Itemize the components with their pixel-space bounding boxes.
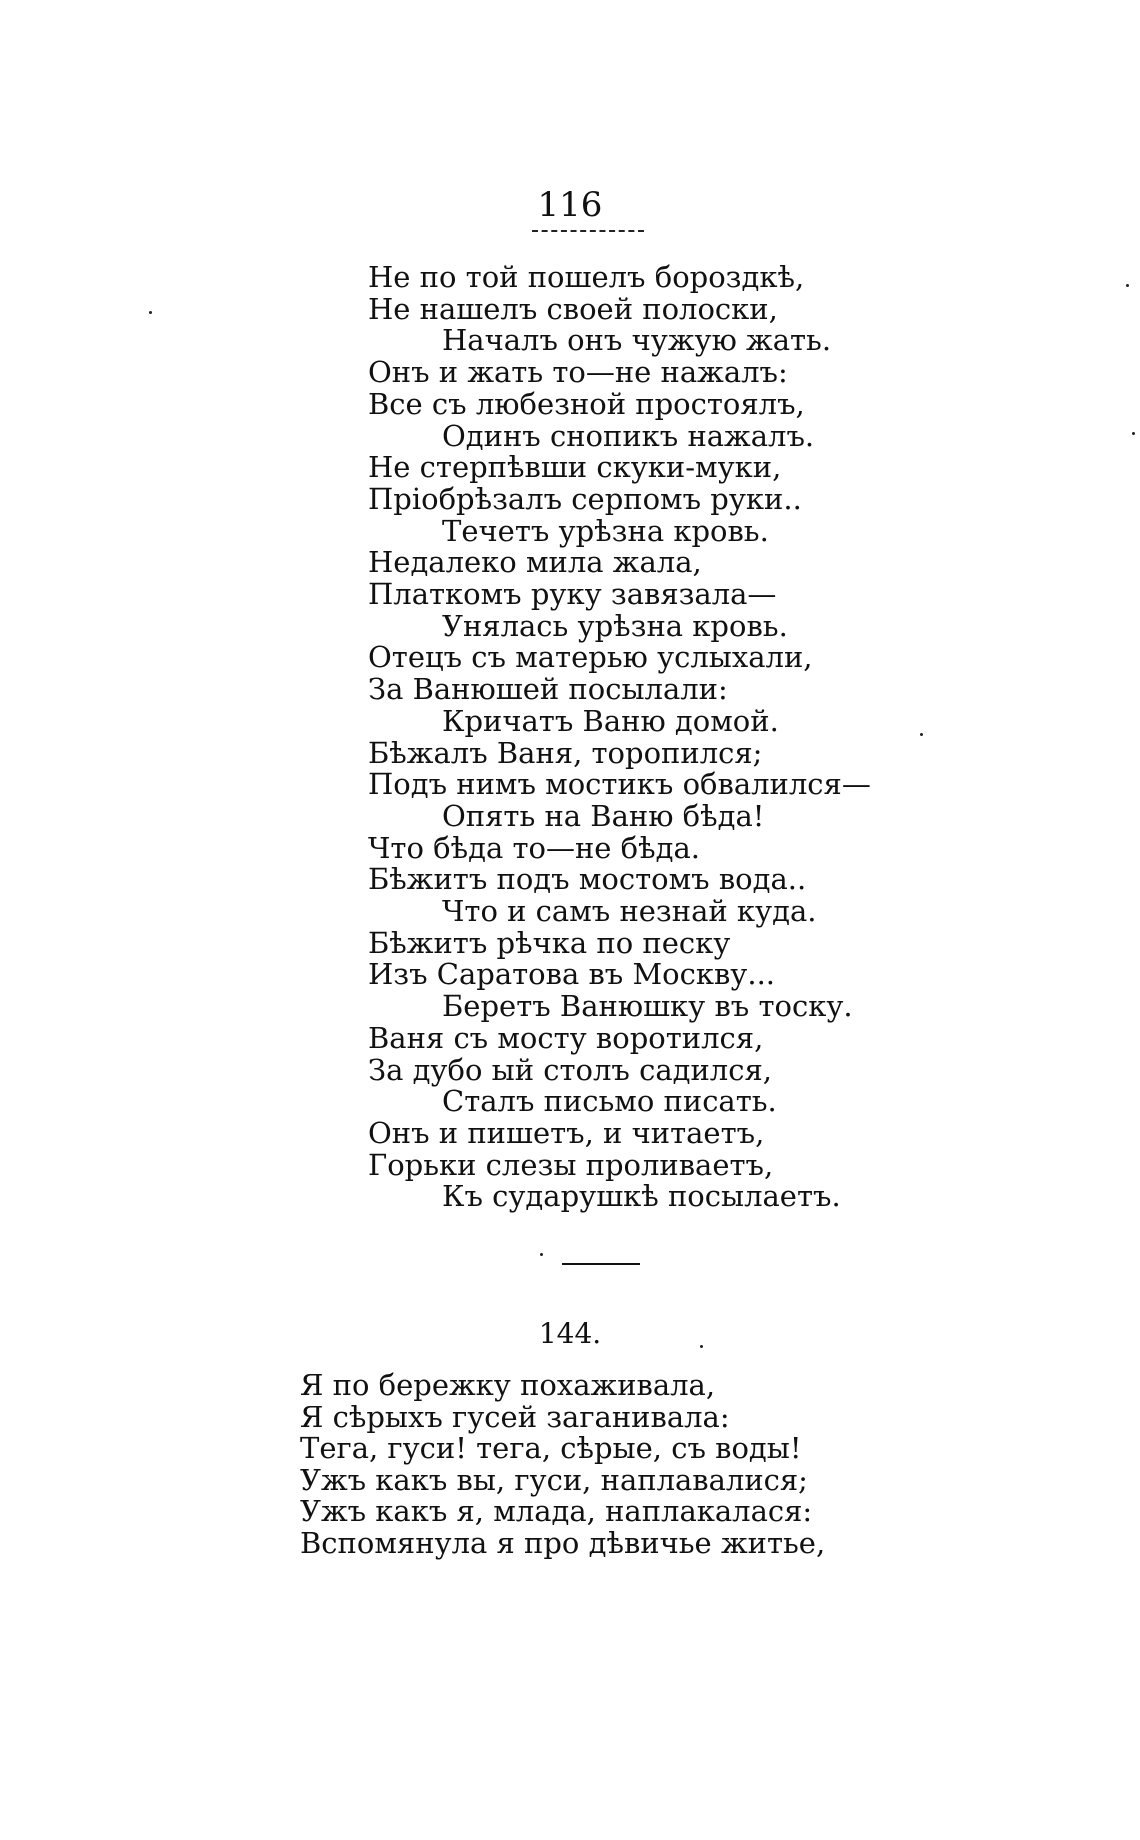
poem-line: Началъ онъ чужую жать. — [442, 323, 832, 358]
poem-line: Изъ Саратова въ Москву... — [368, 957, 776, 992]
poem-line: Беретъ Ванюшку въ тоску. — [442, 989, 853, 1024]
header-rule — [532, 230, 644, 232]
poem-line: Бѣжитъ рѣчка по песку — [368, 925, 731, 960]
poem-line: Тега, гуси! тега, сѣрые, съ воды! — [300, 1431, 802, 1465]
poem-line: Недалеко мила жала, — [368, 545, 702, 580]
poem-line: За Ванюшей посылали: — [368, 672, 728, 707]
poem-line: Ваня съ мосту воротился, — [368, 1020, 764, 1055]
poem-line: Вспомянула я про дѣвичье житье, — [300, 1525, 826, 1560]
poem-line: Не нашелъ своей полоски, — [368, 291, 778, 326]
poem-line: Не стерпѣвши скуки-муки, — [368, 450, 782, 485]
scan-speck — [540, 1253, 543, 1256]
poem-line: Что и самъ незнай куда. — [442, 894, 817, 929]
poem-line: Одинъ снопикъ нажалъ. — [442, 418, 815, 453]
poem-line: Кричатъ Ваню домой. — [442, 703, 779, 738]
poem-144 — [300, 1370, 900, 1559]
poem-line: Я сѣрыхъ гусей заганивала: — [300, 1399, 730, 1434]
poem-line: Я по бережку похаживала, — [300, 1368, 716, 1402]
poem-line: Платкомъ руку завязала— — [368, 577, 777, 612]
poem-line: Все съ любезной простоялъ, — [368, 386, 805, 421]
scan-speck — [700, 1345, 703, 1348]
poem-line: Горьки слезы проливаетъ, — [368, 1147, 774, 1182]
poem-line: Бѣжитъ подъ мостомъ вода.. — [368, 862, 807, 897]
poem-line: Что бѣда то—не бѣда. — [368, 830, 700, 865]
poem-line: Пріобрѣзалъ серпомъ руки.. — [368, 481, 802, 516]
scan-speck — [149, 311, 152, 314]
poem-line: За дубо ый столъ садился, — [368, 1052, 772, 1087]
poem-line: Онъ и пишетъ, и читаетъ, — [368, 1115, 765, 1150]
scan-speck — [1132, 432, 1135, 435]
poem-line: Онъ и жать то—не нажалъ: — [368, 355, 788, 390]
poem-line: Течетъ урѣзна кровь. — [442, 513, 769, 548]
scan-speck — [920, 733, 923, 736]
poem-line: Унялась урѣзна кровь. — [442, 608, 788, 643]
poem-line: Къ сударушкѣ посылаетъ. — [442, 1179, 841, 1214]
poem-number: 144. — [538, 1317, 602, 1350]
section-divider — [562, 1263, 640, 1265]
poem-line: Сталъ письмо писать. — [442, 1084, 777, 1119]
poem-line: Подъ нимъ мостикъ обвалился— — [368, 767, 871, 802]
poem-line: Ужъ какъ вы, гуси, наплавалися; — [300, 1462, 808, 1497]
scan-speck — [1126, 284, 1129, 287]
poem-continued — [368, 262, 928, 1213]
poem-line: Не по той пошелъ бороздкѣ, — [368, 260, 805, 294]
poem-line: Отецъ съ матерью услыхали, — [368, 640, 813, 675]
page-number: 116 — [537, 185, 603, 225]
poem-line: Ужъ какъ я, млада, наплакалася: — [300, 1494, 813, 1528]
poem-line: Опять на Ваню бѣда! — [442, 798, 765, 833]
poem-line: Бѣжалъ Ваня, торопился; — [368, 735, 763, 770]
